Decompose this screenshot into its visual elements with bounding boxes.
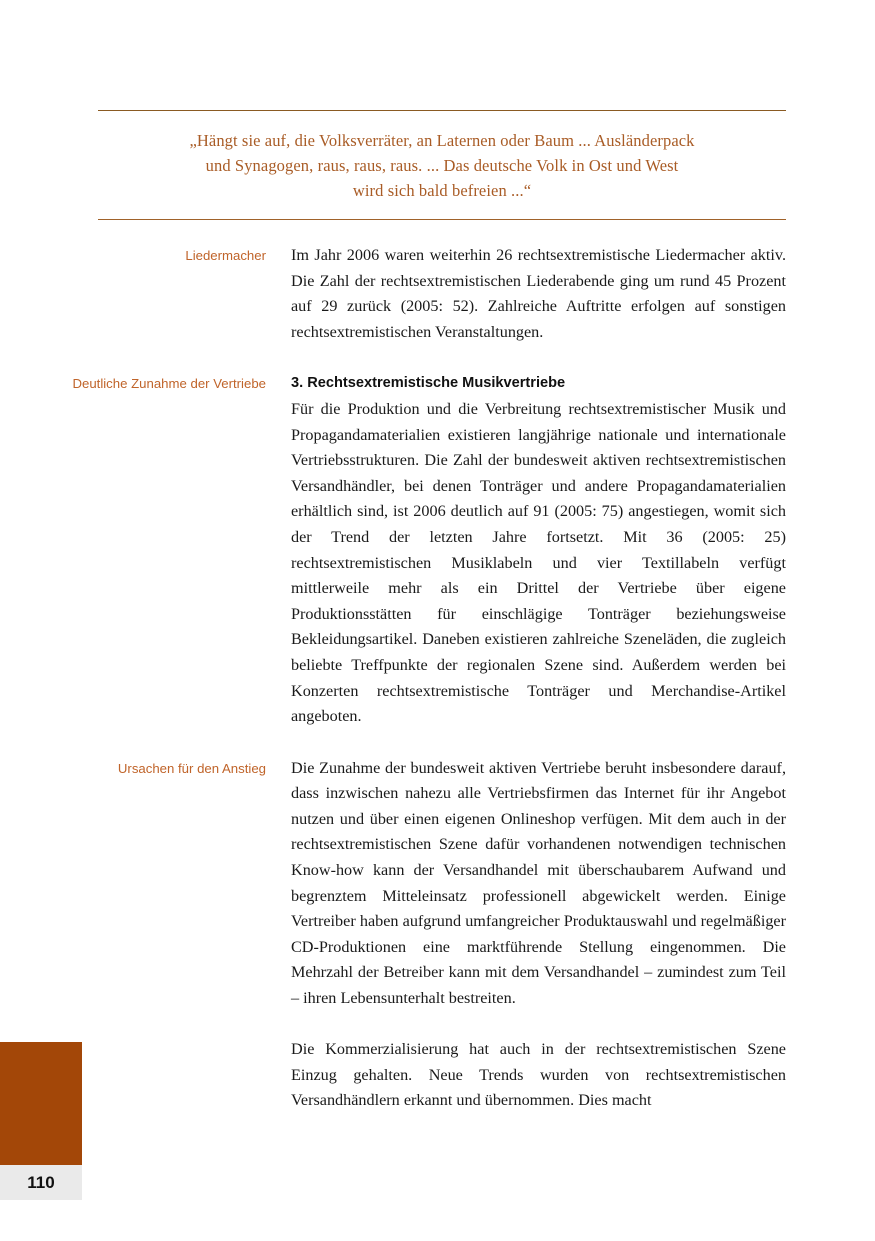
body-column-liedermacher [291,243,786,345]
paragraph: Die Zunahme der bundesweit aktiven Vertriebe beruht insbesondere darauf, dass inzwischen nahezu alle Vertriebsfirmen das Internet für ihr Angebot nutzen und über einen eigenen Onlineshop verfügen. Mit dem auch in der rechtsextremistischen Szene dafür vorhandenen notwendigen technischen Know-how kann der Versandhandel mit überschaubarem Aufwand und begrenztem Mitteleinsatz professionell abgewickelt werden. Einige Vertreiber haben aufgrund umfangreicher Produktauswahl und regelmäßiger CD-Produktionen eine marktführende Stellung eingenommen. Die Mehrzahl der Betreiber kann mit dem Versandhandel – zumindest zum Teil – ihren Lebensunterhalt bestreiten. [291,758,786,1008]
quote-rule-bottom [98,219,786,220]
pull-quote-line-3: wird sich bald befreien ...“ [352,181,532,200]
paragraph: Im Jahr 2006 waren weiterhin 26 rechtsextremistische Liedermacher aktiv. Die Zahl der rechtsextremistischen Liederabende ging um rund 45 Prozent auf 29 zurück (2005: 52). Zahlreiche Auftritte erfolgen auf sonstigen rechtsextremistischen Veranstaltungen. [291,246,786,341]
page-content [0,243,875,1114]
page-number-marker [0,1042,82,1200]
page-marker-color-block [0,1042,82,1165]
pull-quote-text [98,111,786,219]
pull-quote-line-2: und Synagogen, raus, raus, raus. ... Das deutsche Volk in Ost und West [205,156,679,175]
content-section-musikvertriebe [0,371,786,729]
page-number: 110 [0,1165,82,1200]
margin-note-liedermacher: Liedermacher [185,248,266,263]
section-heading-musikvertriebe: 3. Rechtsextremistische Musikvertriebe [291,375,566,392]
content-section-liedermacher [0,243,786,345]
body-column-ursachen [291,756,786,1114]
paragraph: Die Kommerzialisierung hat auch in der rechtsextremistischen Szene Einzug gehalten. Neue Trends wurden von rechtsextremistischen Versandhändlern erkannt und übernommen. Dies macht [291,1040,786,1110]
body-column-musikvertriebe [291,371,786,729]
pull-quote-block [98,110,786,220]
content-section-ursachen [0,756,786,1114]
margin-note-vertriebe-text: Deutliche Zunahme der Vertriebe [72,376,266,392]
margin-note-vertriebe [0,371,266,729]
section-spacer [0,345,875,371]
section-spacer [0,730,875,756]
pull-quote-line-1: „Hängt sie auf, die Volksverräter, an Laternen oder Baum ... Ausländerpack [189,131,695,150]
margin-note-ursachen-text: Ursachen für den Anstieg [117,760,266,776]
paragraph: Für die Produktion und die Verbreitung rechtsextremistischer Musik und Propagandamaterialien existieren langjährige nationale und internationale Vertriebsstrukturen. Die Zahl der bundesweit aktiven rechtsextremistischen Versandhändler, bei denen Tonträger und andere Propagandamaterialien erhältlich sind, ist 2006 deutlich auf 91 (2005: 75) angestiegen, womit sich der Trend der letzten Jahre fortsetzt. Mit 36 (2005: 25) rechtsextremistischen Musiklabeln und vier Textillabeln verfügt mittlerweile mehr als ein Drittel der Vertriebe über eigene Produktionsstätten für einschlägige Tonträger beziehungsweise Bekleidungsartikel. Daneben existieren zahlreiche Szeneläden, die zugleich beliebte Treffpunkte der regionalen Szene sind. Außerdem werden bei Konzerten rechtsextremistische Tonträger und Merchandise-Artikel angeboten. [291,399,786,726]
